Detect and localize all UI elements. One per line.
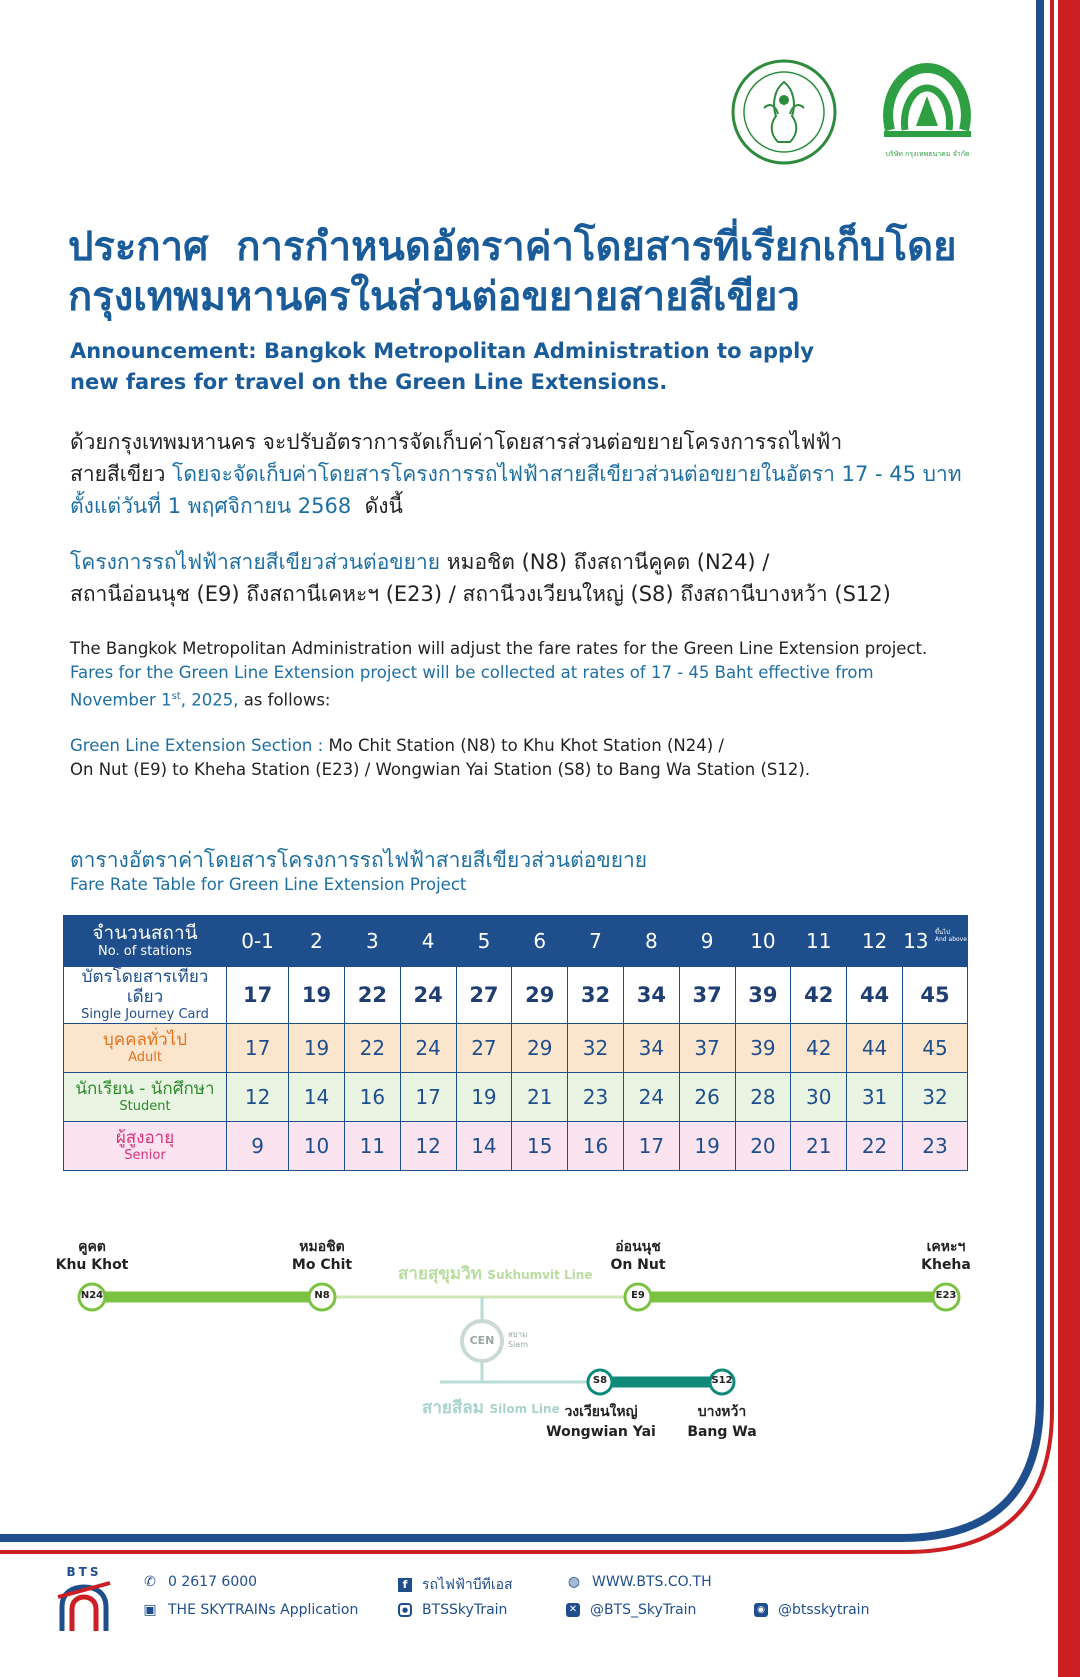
- intro-en-p2-line1: [70, 734, 1030, 758]
- silom-th: สายสีลม: [422, 1398, 484, 1418]
- table-title-th: ตารางอัตราค่าโดยสารโครงการรถไฟฟ้าสายสีเขียวส่วนต่อขยาย: [70, 848, 648, 872]
- fare-cell: 20: [735, 1122, 791, 1171]
- fare-cell: 16: [568, 1122, 624, 1171]
- fare-cell: 17: [623, 1122, 679, 1171]
- footer-phone[interactable]: [142, 1574, 257, 1590]
- fare-cell: 19: [289, 967, 345, 1024]
- fare-cell: 30: [791, 1073, 847, 1122]
- header-stations-en: No. of stations: [98, 944, 192, 959]
- col-header: 10: [735, 916, 791, 967]
- fare-cell: 37: [679, 967, 735, 1024]
- station-on-nut-label: [598, 1238, 678, 1274]
- facebook-icon: f: [398, 1578, 412, 1592]
- station-code-n8: N8: [314, 1290, 330, 1301]
- station-code-e9: E9: [631, 1290, 645, 1301]
- col-header-13: 13: [903, 929, 929, 953]
- fare-cell: 17: [227, 967, 289, 1024]
- fare-cell: 10: [289, 1122, 345, 1171]
- footer-facebook-text: รถไฟฟ้าบีทีเอส: [422, 1577, 513, 1593]
- headline-en-line1: Announcement: Bangkok Metropolitan Administration to apply: [70, 339, 814, 363]
- fare-cell: 22: [847, 1122, 903, 1171]
- silom-line-label: [422, 1394, 560, 1421]
- footer-app[interactable]: [142, 1602, 358, 1618]
- fare-cell: 14: [456, 1122, 512, 1171]
- fare-row-adult: [64, 1024, 968, 1073]
- intro-en-p1-line3-c: as follows:: [238, 690, 331, 710]
- instagram-icon: ●: [398, 1603, 412, 1617]
- station-on-nut-th: อ่อนนุช: [615, 1239, 661, 1255]
- footer-phone-text: 0 2617 6000: [168, 1574, 258, 1590]
- intro-th-p1-line3-a: ตั้งแต่วันที่ 1 พฤศจิกายน 2568: [70, 494, 352, 518]
- fare-cell: 32: [903, 1073, 968, 1122]
- col-header: 12: [847, 916, 903, 967]
- col-header: 0-1: [227, 916, 289, 967]
- fare-cell: 44: [847, 1024, 903, 1073]
- fare-cell: 26: [679, 1073, 735, 1122]
- station-khu-khot-label: [52, 1238, 132, 1274]
- footer-instagram[interactable]: [398, 1602, 507, 1618]
- station-mo-chit-th: หมอชิต: [299, 1239, 345, 1255]
- fare-cell: 44: [847, 967, 903, 1024]
- intro-en-p1-line2: Fares for the Green Line Extension project will be collected at rates of 17 - 45 Baht effective from: [70, 663, 874, 682]
- fare-cell: 27: [456, 1024, 512, 1073]
- fare-cell: 45: [903, 967, 968, 1024]
- fare-cell: 19: [679, 1122, 735, 1171]
- footer-facebook[interactable]: [398, 1574, 513, 1596]
- col-header: 5: [456, 916, 512, 967]
- fare-cell: 21: [791, 1122, 847, 1171]
- fare-cell: 42: [791, 967, 847, 1024]
- intro-th-paragraph1: [70, 426, 1030, 522]
- intro-en-p1-line1: The Bangkok Metropolitan Administration will adjust the fare rates for the Green Line Extension project.: [70, 639, 928, 658]
- row-label-en: Adult: [128, 1050, 162, 1065]
- station-kheha-label: [906, 1238, 986, 1274]
- silom-en: Silom Line: [489, 1402, 560, 1416]
- intro-th-p1-line3-b: ดังนี้: [351, 494, 403, 518]
- station-siam-th: สยาม: [508, 1330, 528, 1339]
- intro-th-p2-line1-b: หมอชิต (N8) ถึงสถานีคูคต (N24) /: [440, 550, 770, 574]
- headline-th: [68, 222, 1008, 322]
- station-mo-chit-en: Mo Chit: [291, 1257, 353, 1273]
- station-bangwa-en: Bang Wa: [687, 1424, 757, 1440]
- fare-cell: 42: [791, 1024, 847, 1073]
- intro-th-p1-line2: [70, 458, 1030, 490]
- station-siam-label: [508, 1330, 528, 1350]
- station-code-s12: S12: [711, 1375, 733, 1386]
- station-khu-khot-en: Khu Khot: [55, 1257, 129, 1273]
- krungthep-thanakom-logo: [880, 60, 975, 160]
- col-header: 7: [568, 916, 624, 967]
- fare-cell: 34: [623, 1024, 679, 1073]
- col-header: 8: [623, 916, 679, 967]
- col-header: 9: [679, 916, 735, 967]
- fare-cell: 22: [344, 1024, 400, 1073]
- row-label-cell: [64, 1024, 227, 1073]
- table-title-en: Fare Rate Table for Green Line Extension Project: [70, 875, 467, 894]
- intro-en-paragraph1: [70, 637, 1030, 713]
- fare-cell: 23: [903, 1122, 968, 1171]
- row-label-en: Single Journey Card: [81, 1007, 209, 1022]
- fare-cell: 39: [735, 967, 791, 1024]
- fare-cell: 45: [903, 1024, 968, 1073]
- station-mo-chit-label: [282, 1238, 362, 1274]
- fare-cell: 29: [512, 1024, 568, 1073]
- fare-cell: 16: [344, 1073, 400, 1122]
- row-label-en: Senior: [124, 1148, 166, 1163]
- globe-icon: ◍: [567, 1574, 581, 1590]
- intro-en-paragraph2: [70, 734, 1030, 782]
- station-code-s8: S8: [592, 1375, 608, 1386]
- sukhumvit-line-label: [398, 1260, 592, 1287]
- station-kheha-th: เคหะฯ: [926, 1239, 966, 1255]
- fare-cell: 12: [400, 1122, 456, 1171]
- row-label-th: นักเรียน - นักศึกษา: [75, 1079, 215, 1099]
- row-label-th: ผู้สูงอายุ: [115, 1128, 175, 1148]
- fare-table: [63, 915, 968, 1171]
- station-wongwian-en: Wongwian Yai: [546, 1424, 656, 1440]
- fare-row-student: [64, 1073, 968, 1122]
- station-bangwa-th: บางหว้า: [697, 1404, 747, 1420]
- fare-cell: 32: [568, 967, 624, 1024]
- station-wongwian-label: [546, 1402, 656, 1442]
- fare-cell: 23: [568, 1073, 624, 1122]
- fare-cell: 31: [847, 1073, 903, 1122]
- fare-cell: 24: [400, 1024, 456, 1073]
- intro-th-paragraph2: [70, 546, 1030, 610]
- footer-instagram-text: BTSSkyTrain: [422, 1602, 508, 1618]
- col-header: 4: [400, 916, 456, 967]
- fare-cell: 34: [623, 967, 679, 1024]
- intro-en-p1-line3-sup: st: [171, 691, 181, 702]
- intro-en-p1-line3: [70, 685, 1030, 713]
- footer-x-text: @BTS_SkyTrain: [590, 1602, 697, 1618]
- intro-th-p1-line2-b: โดยจะจัดเก็บค่าโดยสารโครงการรถไฟฟ้าสายสีเขียวส่วนต่อขยายในอัตรา 17 - 45 บาท: [172, 462, 962, 486]
- intro-en-p2-line2: On Nut (E9) to Kheha Station (E23) / Wongwian Yai Station (S8) to Bang Wa Station (S12).: [70, 760, 811, 779]
- fare-table-header-row: [64, 916, 968, 967]
- station-bangwa-label: [682, 1402, 762, 1442]
- row-label-cell: [64, 1073, 227, 1122]
- station-on-nut-en: On Nut: [610, 1257, 666, 1273]
- fare-cell: 11: [344, 1122, 400, 1171]
- intro-en-p1-line3-b: , 2025,: [180, 690, 239, 710]
- intro-th-p1-line1: ด้วยกรุงเทพมหานคร จะปรับอัตราการจัดเก็บค่าโดยสารส่วนต่อขยายโครงการรถไฟฟ้า: [70, 430, 843, 454]
- row-label-th: บุคคลทั่วไป: [102, 1030, 188, 1050]
- header-stations-cell: [64, 916, 227, 967]
- intro-th-p2-line1-a: โครงการรถไฟฟ้าสายสีเขียวส่วนต่อขยาย: [70, 550, 441, 574]
- intro-en-p2-line1-a: Green Line Extension Section :: [70, 736, 324, 755]
- line-app-icon: ◉: [754, 1603, 768, 1617]
- station-code-n24: N24: [80, 1290, 104, 1301]
- fare-cell: 27: [456, 967, 512, 1024]
- headline-th-line2: กรุงเทพมหานครในส่วนต่อขยายสายสีเขียว: [68, 274, 800, 320]
- fare-cell: 24: [623, 1073, 679, 1122]
- krungthep-thanakom-text: บริษัท กรุงเทพธนาคม จำกัด: [885, 150, 970, 158]
- intro-en-p2-line1-b: Mo Chit Station (N8) to Khu Khot Station (N24) /: [323, 736, 724, 755]
- headline-en: [70, 336, 1010, 398]
- footer-line-text: @btsskytrain: [778, 1602, 870, 1618]
- fare-cell: 19: [289, 1024, 345, 1073]
- intro-th-p2-line2: สถานีอ่อนนุช (E9) ถึงสถานีเคหะฯ (E23) / สถานีวงเวียนใหญ่ (S8) ถึงสถานีบางหว้า (S12): [70, 582, 891, 606]
- footer-line[interactable]: [754, 1602, 869, 1618]
- fare-cell: 17: [227, 1024, 289, 1073]
- headline-th-line1: ประกาศ การกำหนดอัตราค่าโดยสารที่เรียกเก็บโดย: [68, 224, 957, 270]
- fare-cell: 39: [735, 1024, 791, 1073]
- fare-cell: 24: [400, 967, 456, 1024]
- header-stations-th: จำนวนสถานี: [92, 922, 198, 944]
- bts-logo: [56, 1565, 112, 1635]
- intro-th-p1-line3: [70, 490, 1030, 522]
- headline-en-line2: new fares for travel on the Green Line Extensions.: [70, 370, 668, 394]
- fare-cell: 17: [400, 1073, 456, 1122]
- col-header-note: [935, 929, 967, 943]
- table-title: [70, 846, 970, 896]
- col-header-last: [903, 916, 968, 967]
- col-header: 2: [289, 916, 345, 967]
- footer-x[interactable]: [566, 1602, 696, 1618]
- sukhumvit-th: สายสุขุมวิท: [398, 1264, 482, 1284]
- sukhumvit-en: Sukhumvit Line: [487, 1268, 593, 1282]
- fare-cell: 19: [456, 1073, 512, 1122]
- intro-th-p2-line1: [70, 546, 1030, 578]
- col-header-note-en: And above: [934, 936, 967, 943]
- col-header: 3: [344, 916, 400, 967]
- bts-logo-text: BTS: [66, 1565, 102, 1579]
- intro-en-p1-line3-a: November 1: [70, 690, 172, 710]
- intro-th-p1-line2-a: สายสีเขียว: [70, 462, 173, 486]
- row-label-cell: [64, 1122, 227, 1171]
- bma-seal-logo: [730, 58, 838, 166]
- fare-cell: 29: [512, 967, 568, 1024]
- phone-icon: ✆: [144, 1574, 156, 1590]
- fare-cell: 28: [735, 1073, 791, 1122]
- fare-cell: 21: [512, 1073, 568, 1122]
- row-label-cell: [64, 967, 227, 1024]
- col-header: 11: [791, 916, 847, 967]
- station-khu-khot-th: คูคต: [78, 1239, 106, 1255]
- fare-cell: 9: [227, 1122, 289, 1171]
- fare-cell: 22: [344, 967, 400, 1024]
- station-code-e23: E23: [935, 1290, 957, 1301]
- fare-row-single-journey: [64, 967, 968, 1024]
- fare-cell: 37: [679, 1024, 735, 1073]
- footer-website-text: WWW.BTS.CO.TH: [592, 1574, 712, 1590]
- row-label-en: Student: [119, 1099, 171, 1114]
- station-wongwian-th: วงเวียนใหญ่: [564, 1404, 638, 1420]
- fare-row-senior: [64, 1122, 968, 1171]
- station-code-cen: CEN: [469, 1334, 495, 1347]
- fare-cell: 15: [512, 1122, 568, 1171]
- station-siam-en: Siam: [508, 1340, 528, 1349]
- col-header: 6: [512, 916, 568, 967]
- row-label-th: บัตรโดยสารเที่ยวเดียว: [81, 967, 209, 1007]
- fare-cell: 32: [568, 1024, 624, 1073]
- col-header-note-th: ขึ้นไป: [934, 929, 950, 936]
- fare-cell: 14: [289, 1073, 345, 1122]
- app-icon: ▣: [143, 1602, 157, 1618]
- x-icon: ✕: [566, 1603, 580, 1617]
- fare-cell: 12: [227, 1073, 289, 1122]
- station-kheha-en: Kheha: [921, 1257, 971, 1273]
- footer-app-text: THE SKYTRAINs Application: [168, 1602, 359, 1618]
- footer-website[interactable]: [566, 1574, 712, 1590]
